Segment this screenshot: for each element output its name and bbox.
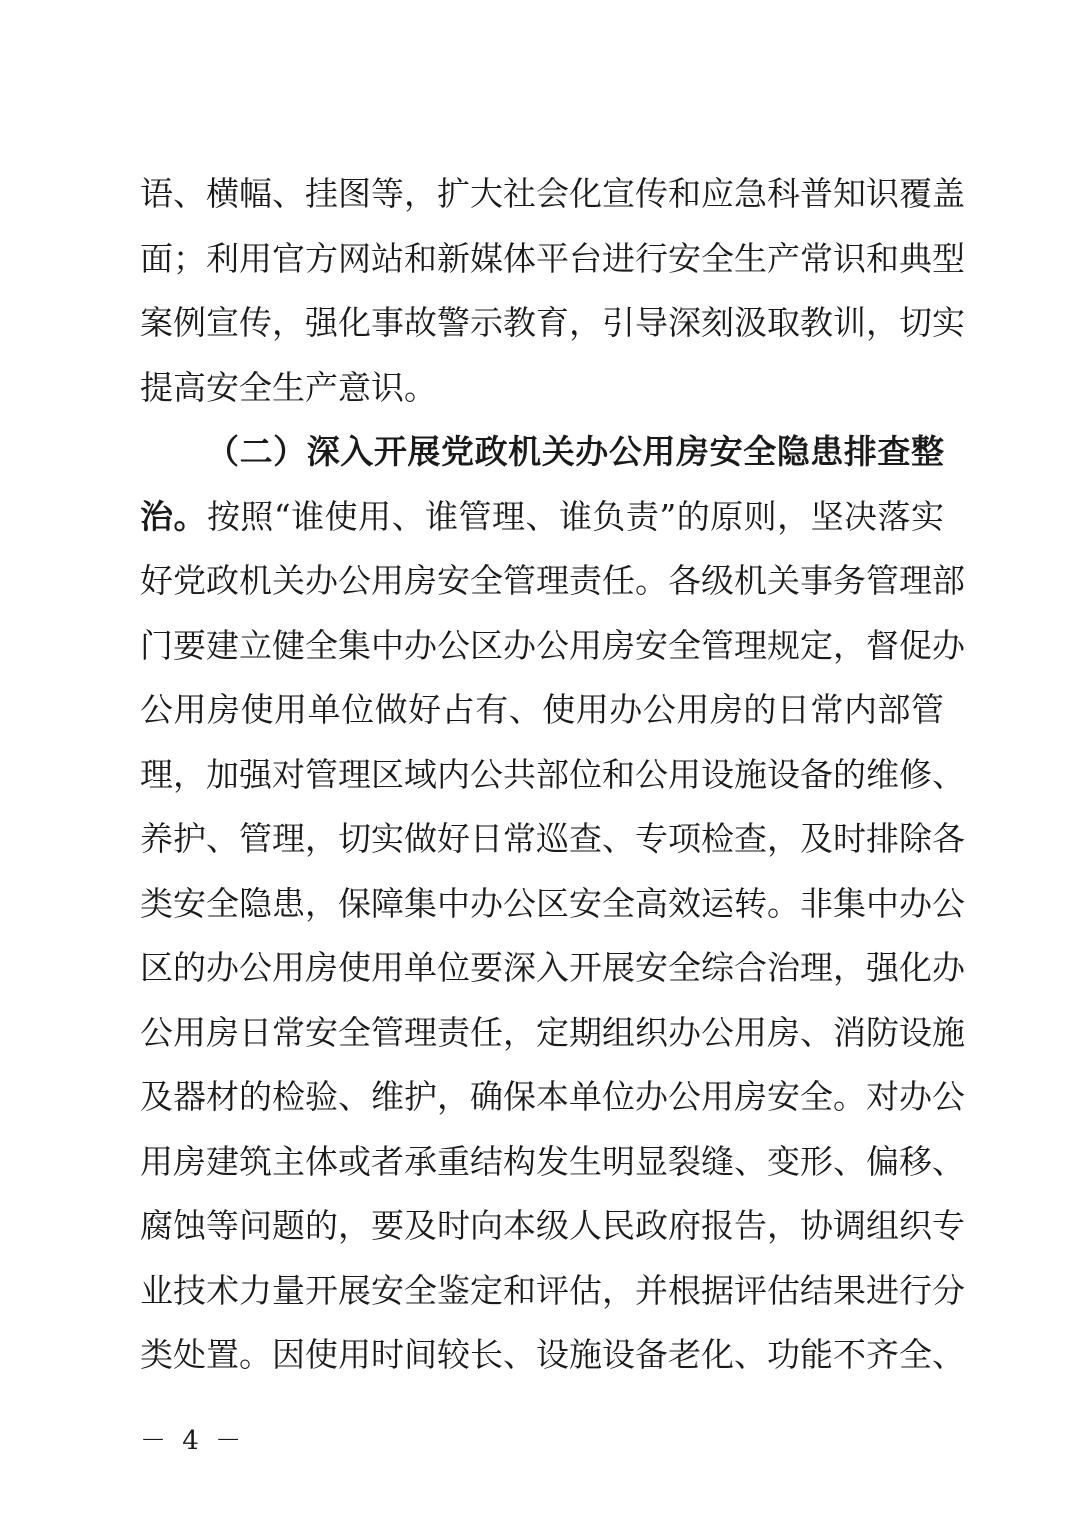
text-line: 提高安全生产意识。 (140, 367, 437, 407)
page-number: － 4 － (140, 1426, 246, 1456)
text-line: 类处置。因使用时间较长、设施设备老化、功能不齐全、 (140, 1335, 965, 1374)
text-line: 理，加强对管理区域内公共部位和公用设施设备的维修、 (140, 754, 965, 794)
section-heading: （二）深入开展党政机关办公用房安全隐患排查整 (206, 432, 944, 471)
text-line: 案例宣传，强化事故警示教育，引导深刻汲取教训，切实 (140, 303, 965, 342)
text-line: 及器材的检验、维护，确保本单位办公用房安全。对办公 (140, 1077, 965, 1116)
text-line: 腐蚀等问题的，要及时向本级人民政府报告，协调组织专 (140, 1206, 965, 1245)
text-line: 公用房使用单位做好占有、使用办公用房的日常内部管 (140, 690, 944, 729)
section-heading-end: 治。 (140, 496, 207, 536)
text-line: 业技术力量开展安全鉴定和评估，并根据评估结果进行分 (140, 1270, 965, 1310)
text-line: 公用房日常安全管理责任，定期组织办公用房、消防设施 (140, 1012, 965, 1052)
text-line: 语、横幅、挂图等，扩大社会化宣传和应急科普知识覆盖 (140, 174, 965, 213)
text-segment: 按照“谁使用、谁管理、谁负责”的原则，坚决落实 (206, 496, 944, 536)
text-line: 养护、管理，切实做好日常巡查、专项检查，及时排除各 (140, 819, 965, 858)
text-line (140, 485, 944, 550)
text-line: 用房建筑主体或者承重结构发生明显裂缝、变形、偏移、 (140, 1141, 965, 1181)
text-line: 好党政机关办公用房安全管理责任。各级机关事务管理部 (140, 561, 965, 600)
text-line: 门要建立健全集中办公区办公用房安全管理规定，督促办 (140, 625, 965, 665)
document-body (140, 162, 965, 1388)
text-line: 面；利用官方网站和新媒体平台进行安全生产常识和典型 (140, 238, 965, 278)
text-line: 类安全隐患，保障集中办公区安全高效运转。非集中办公 (140, 883, 965, 923)
text-line: 区的办公用房使用单位要深入开展安全综合治理，强化办 (140, 948, 965, 987)
